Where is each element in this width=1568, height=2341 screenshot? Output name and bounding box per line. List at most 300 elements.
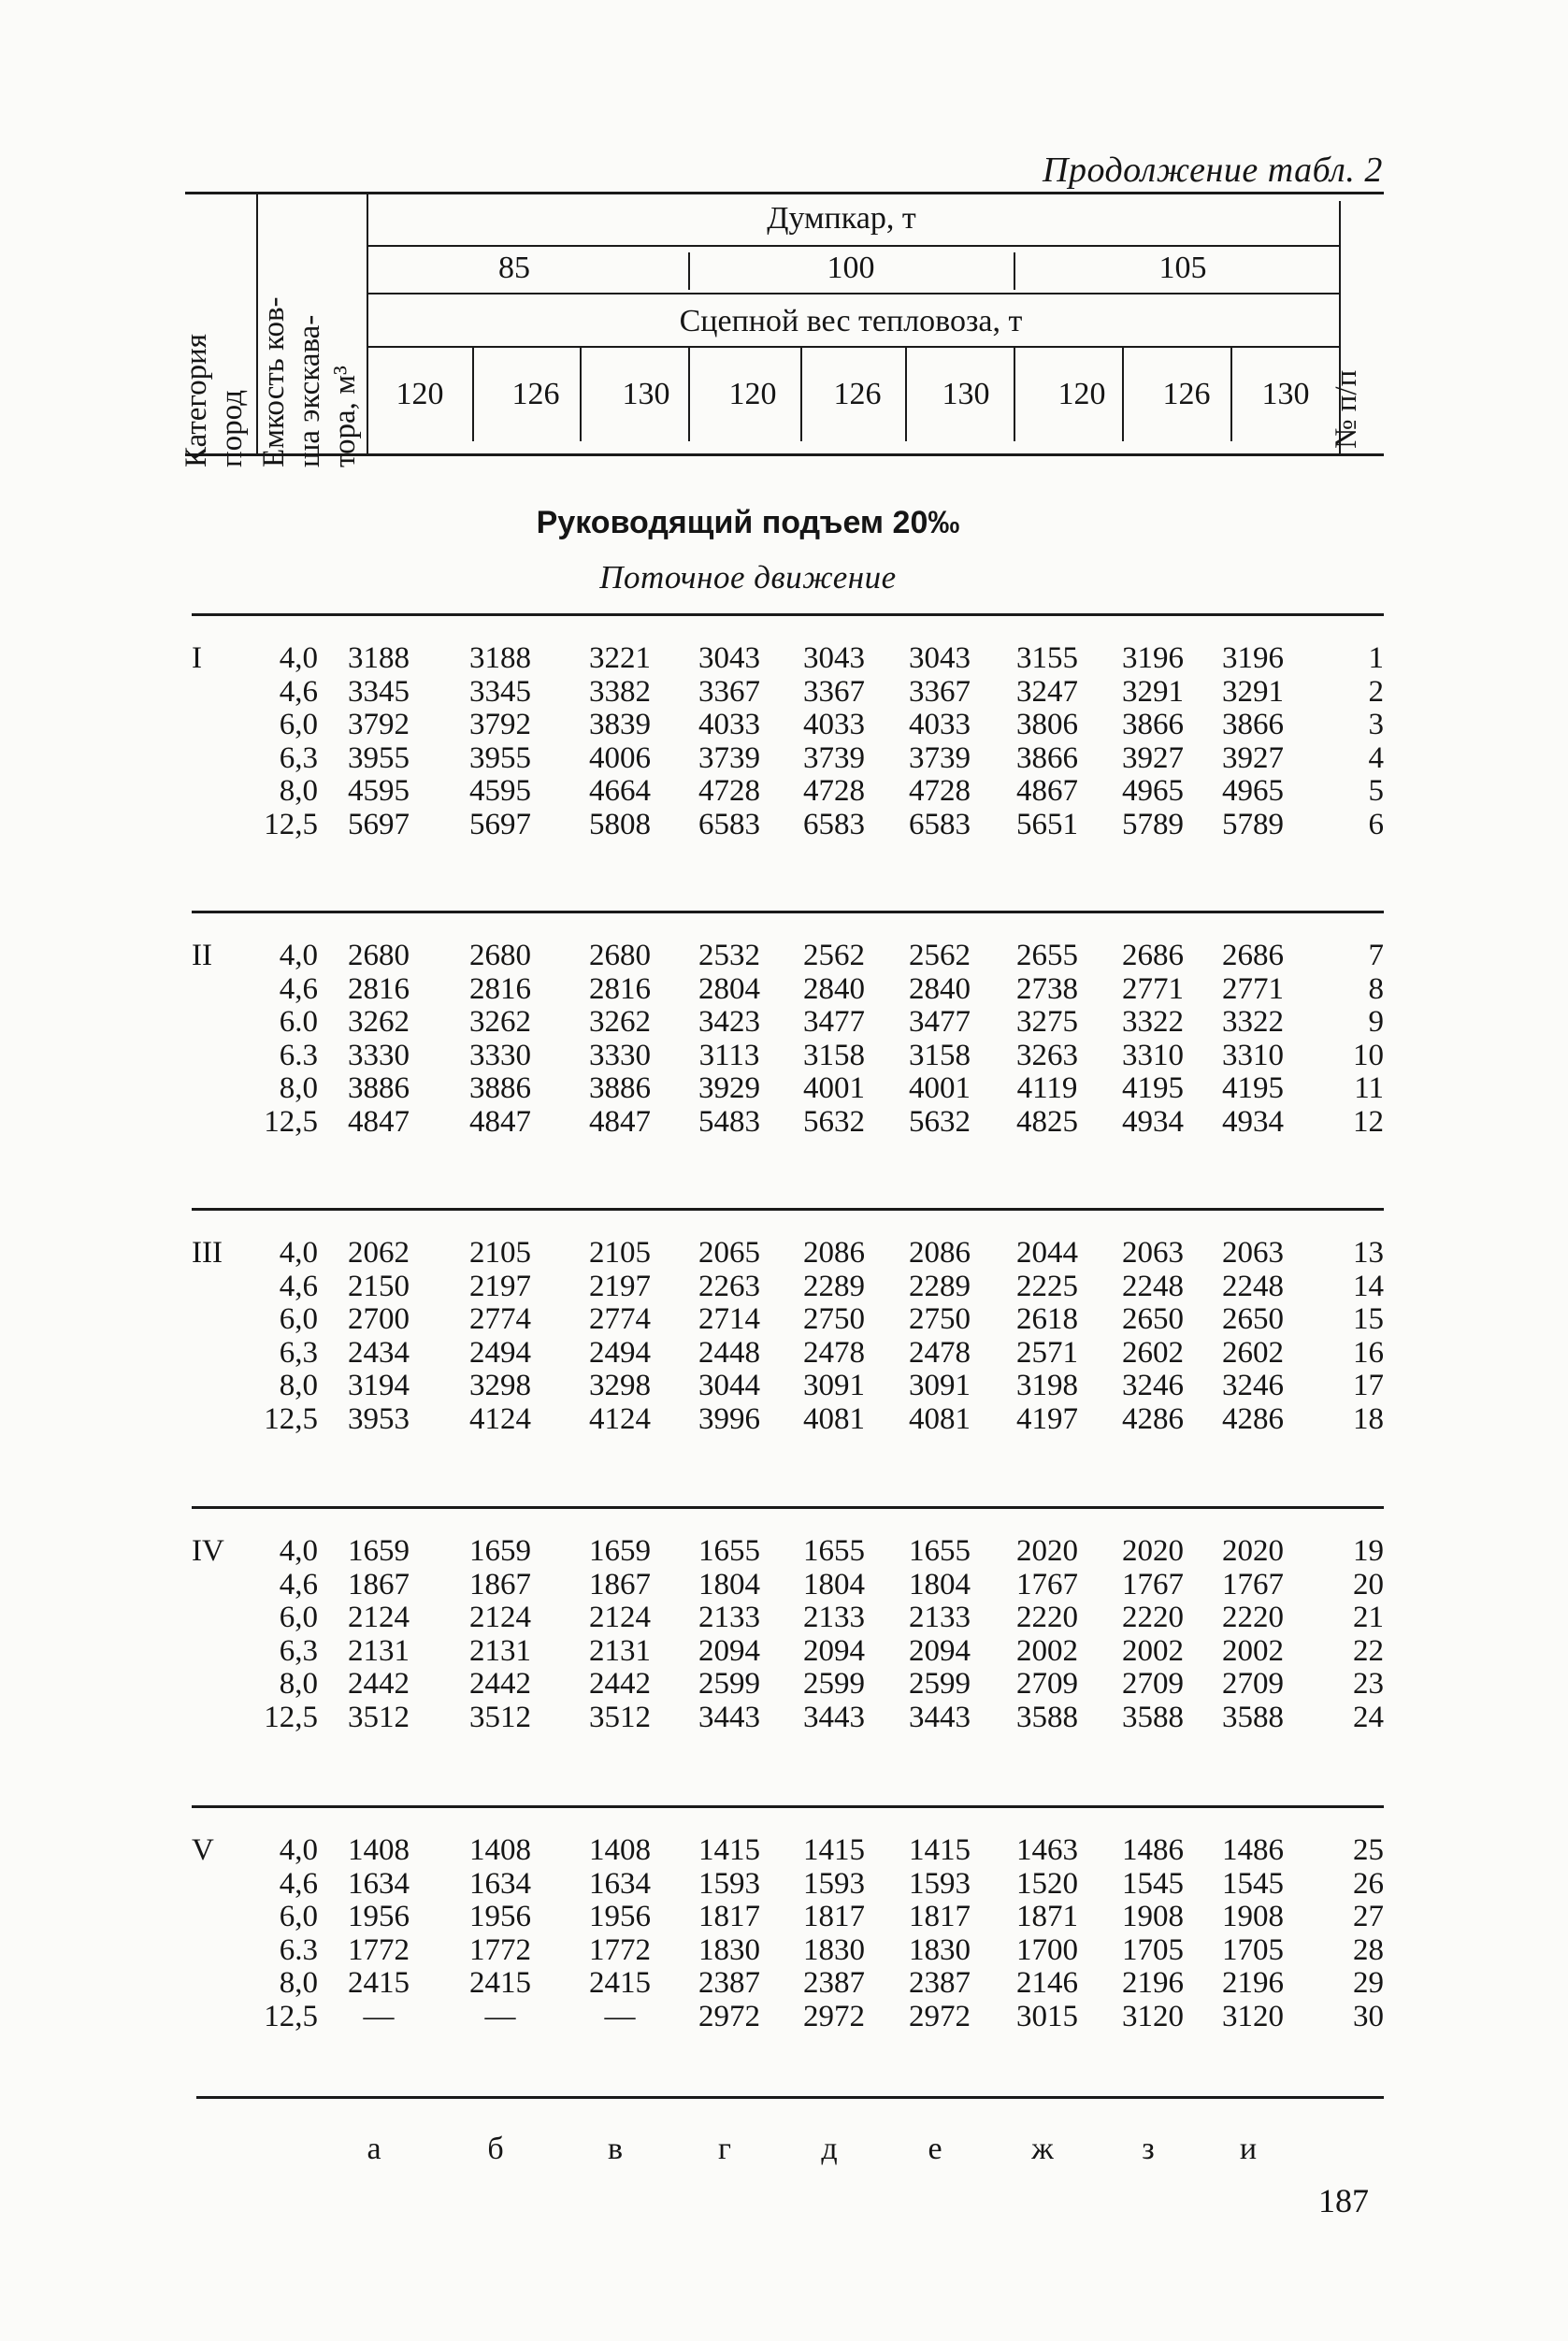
table-cell: 3298 bbox=[469, 1369, 531, 1402]
table-cell: 2387 bbox=[698, 1966, 760, 2000]
table-cell: 4825 bbox=[1016, 1104, 1078, 1139]
column-letter: д bbox=[821, 2132, 838, 2166]
bucket-capacity: 4,0 bbox=[279, 1236, 318, 1270]
table-cell: 3866 bbox=[1222, 708, 1284, 741]
table-cell: 2133 bbox=[909, 1601, 971, 1634]
header-bottom-rule bbox=[185, 453, 1384, 456]
table-cell: 2750 bbox=[803, 1302, 865, 1336]
table-cell: 2686 bbox=[1222, 939, 1284, 972]
column-letter: а bbox=[367, 2132, 381, 2166]
table-cell: 3091 bbox=[909, 1369, 971, 1402]
table-cell: 3866 bbox=[1122, 708, 1184, 741]
group-separator bbox=[192, 911, 1384, 913]
table-cell: 2196 bbox=[1122, 1966, 1184, 2000]
table-cell: 1767 bbox=[1222, 1567, 1284, 1601]
table-cell: 2105 bbox=[589, 1236, 651, 1270]
table-cell: 2442 bbox=[348, 1667, 410, 1701]
table-cell: 3739 bbox=[698, 740, 760, 775]
table-cell: 2133 bbox=[698, 1601, 760, 1634]
table-cell: 3310 bbox=[1222, 1038, 1284, 1072]
dumpcar-105: 105 bbox=[1158, 251, 1207, 285]
table-cell: 1705 bbox=[1222, 1932, 1284, 1967]
table-cell: 1634 bbox=[348, 1866, 410, 1901]
table-cell: 3927 bbox=[1122, 740, 1184, 775]
table-cell: 1772 bbox=[469, 1932, 531, 1967]
table-cell: 3477 bbox=[909, 1005, 971, 1039]
table-cell: 3043 bbox=[803, 641, 865, 675]
table-cell: 3043 bbox=[909, 641, 971, 675]
table-cell: 1655 bbox=[698, 1534, 760, 1568]
category-header: Категория пород bbox=[180, 334, 249, 467]
table-cell: 4081 bbox=[909, 1401, 971, 1436]
column-letter: е bbox=[928, 2132, 942, 2166]
table-cell: 3739 bbox=[909, 740, 971, 775]
table-cell: 2478 bbox=[803, 1335, 865, 1370]
row-number: 28 bbox=[1353, 1932, 1384, 1967]
table-cell: 2709 bbox=[1122, 1667, 1184, 1701]
table-cell: 2816 bbox=[589, 971, 651, 1006]
table-cell: 5632 bbox=[803, 1104, 865, 1139]
bucket-capacity: 6.3 bbox=[279, 1038, 318, 1072]
table-cell: 1867 bbox=[469, 1567, 531, 1601]
table-cell: 3198 bbox=[1016, 1369, 1078, 1402]
table-cell: 1908 bbox=[1122, 1900, 1184, 1933]
loco-value: 130 bbox=[622, 377, 670, 411]
table-cell: 5632 bbox=[909, 1104, 971, 1139]
table-cell: 1871 bbox=[1016, 1900, 1078, 1933]
group-separator bbox=[192, 1805, 1384, 1808]
row-number: 5 bbox=[1368, 774, 1384, 808]
table-cell: 2602 bbox=[1222, 1335, 1284, 1370]
loco-value: 126 bbox=[1162, 377, 1211, 411]
table-cell: 3739 bbox=[803, 740, 865, 775]
table-cell: 2065 bbox=[698, 1236, 760, 1270]
table-cell: 2571 bbox=[1016, 1335, 1078, 1370]
table-cell: 2448 bbox=[698, 1335, 760, 1370]
table-cell: 1830 bbox=[909, 1932, 971, 1967]
table-cell: 1593 bbox=[698, 1866, 760, 1901]
group-separator bbox=[192, 1208, 1384, 1211]
bucket-capacity: 4,6 bbox=[279, 1567, 318, 1601]
table-cell: 4847 bbox=[469, 1104, 531, 1139]
table-cell: 6583 bbox=[698, 807, 760, 841]
table-cell: 3043 bbox=[698, 641, 760, 675]
table-cell: 2771 bbox=[1222, 971, 1284, 1006]
loco-value: 120 bbox=[1057, 377, 1106, 411]
table-cell: 2680 bbox=[348, 939, 410, 972]
table-cell: 3262 bbox=[469, 1005, 531, 1039]
column-letter: ж bbox=[1031, 2132, 1054, 2166]
table-cell: 1767 bbox=[1122, 1567, 1184, 1601]
table-cell: 2220 bbox=[1222, 1601, 1284, 1634]
table-cell: 2387 bbox=[803, 1966, 865, 2000]
table-cell: 2131 bbox=[469, 1633, 531, 1668]
table-cell: 3443 bbox=[698, 1700, 760, 1734]
table-cell: 2599 bbox=[803, 1667, 865, 1701]
table-cell: 3188 bbox=[469, 641, 531, 675]
table-cell: 3158 bbox=[909, 1038, 971, 1072]
table-cell: 3262 bbox=[348, 1005, 410, 1039]
table-cell: 1830 bbox=[698, 1932, 760, 1967]
table-cell: 2532 bbox=[698, 939, 760, 972]
table-cell: 2771 bbox=[1122, 971, 1184, 1006]
bucket-capacity: 12,5 bbox=[264, 807, 318, 841]
table-cell: 4847 bbox=[348, 1104, 410, 1139]
table-cell: 2972 bbox=[803, 1999, 865, 2033]
table-cell: 4033 bbox=[803, 708, 865, 741]
table-cell: 1817 bbox=[909, 1900, 971, 1933]
table-cell: 2562 bbox=[803, 939, 865, 972]
table-cell: 3806 bbox=[1016, 708, 1078, 741]
table-cell: 2709 bbox=[1016, 1667, 1078, 1701]
table-cell: 2618 bbox=[1016, 1302, 1078, 1336]
table-cell: 3113 bbox=[698, 1038, 760, 1072]
table-cell: 3443 bbox=[803, 1700, 865, 1734]
table-cell: 4728 bbox=[698, 774, 760, 808]
table-cell: 1415 bbox=[698, 1833, 760, 1867]
capacity-header: Емкость ков- ша экскава- тора, м³ bbox=[257, 296, 362, 467]
table-caption: Продолжение табл. 2 bbox=[1043, 151, 1383, 190]
table-cell: 5483 bbox=[698, 1104, 760, 1139]
table-cell: 4006 bbox=[589, 740, 651, 775]
table-cell: 2124 bbox=[469, 1601, 531, 1634]
table-cell: 2094 bbox=[803, 1633, 865, 1668]
table-cell: — bbox=[604, 1999, 636, 2033]
table-cell: 1655 bbox=[803, 1534, 865, 1568]
table-cell: 4195 bbox=[1122, 1071, 1184, 1105]
bucket-capacity: 6,0 bbox=[279, 1900, 318, 1933]
row-number: 11 bbox=[1354, 1071, 1384, 1105]
table-cell: 2289 bbox=[909, 1269, 971, 1303]
row-number: 19 bbox=[1353, 1534, 1384, 1568]
table-cell: 1830 bbox=[803, 1932, 865, 1967]
table-cell: 2840 bbox=[909, 971, 971, 1006]
table-cell: 3291 bbox=[1122, 674, 1184, 709]
table-cell: 3423 bbox=[698, 1005, 760, 1039]
table-cell: 3927 bbox=[1222, 740, 1284, 775]
table-cell: 1956 bbox=[348, 1900, 410, 1933]
table-cell: 4033 bbox=[909, 708, 971, 741]
table-cell: 1659 bbox=[469, 1534, 531, 1568]
table-cell: 4124 bbox=[469, 1401, 531, 1436]
table-cell: 1408 bbox=[348, 1833, 410, 1867]
header-divider bbox=[367, 192, 368, 453]
table-cell: 1545 bbox=[1222, 1866, 1284, 1901]
column-letter: г bbox=[718, 2132, 731, 2166]
table-cell: 2225 bbox=[1016, 1269, 1078, 1303]
table-cell: 4728 bbox=[909, 774, 971, 808]
table-cell: 3263 bbox=[1016, 1038, 1078, 1072]
table-cell: 6583 bbox=[909, 807, 971, 841]
category-label: I bbox=[192, 641, 202, 675]
bucket-capacity: 6,3 bbox=[279, 1633, 318, 1668]
loco-header: Сцепной вес тепловоза, т bbox=[679, 304, 1023, 338]
loco-value: 120 bbox=[396, 377, 444, 411]
table-cell: 2415 bbox=[348, 1966, 410, 2000]
bucket-capacity: 6.0 bbox=[279, 1005, 318, 1039]
table-cell: 2002 bbox=[1222, 1633, 1284, 1668]
bucket-capacity: 6,0 bbox=[279, 1302, 318, 1336]
page-number: 187 bbox=[1318, 2182, 1369, 2219]
header-divider bbox=[688, 252, 690, 290]
table-cell: 3588 bbox=[1122, 1700, 1184, 1734]
bucket-capacity: 4,6 bbox=[279, 1269, 318, 1303]
table-cell: 1772 bbox=[348, 1932, 410, 1967]
group-separator bbox=[192, 613, 1384, 616]
loco-value: 126 bbox=[833, 377, 882, 411]
table-cell: 3588 bbox=[1222, 1700, 1284, 1734]
row-number: 30 bbox=[1353, 1999, 1384, 2033]
category-label: IV bbox=[192, 1534, 224, 1568]
table-cell: 3512 bbox=[469, 1700, 531, 1734]
table-cell: 4934 bbox=[1122, 1104, 1184, 1139]
table-cell: 3792 bbox=[348, 708, 410, 741]
table-cell: 1705 bbox=[1122, 1932, 1184, 1967]
table-cell: 2044 bbox=[1016, 1236, 1078, 1270]
section-title: Руководящий подъем 20‰ bbox=[536, 505, 960, 540]
row-number: 9 bbox=[1368, 1005, 1384, 1039]
header-divider bbox=[1014, 252, 1015, 290]
table-cell: 3886 bbox=[589, 1071, 651, 1105]
table-cell: 2686 bbox=[1122, 939, 1184, 972]
bucket-capacity: 12,5 bbox=[264, 1700, 318, 1734]
bucket-capacity: 12,5 bbox=[264, 1999, 318, 2033]
table-cell: 2655 bbox=[1016, 939, 1078, 972]
table-cell: 1867 bbox=[348, 1567, 410, 1601]
table-cell: 3886 bbox=[469, 1071, 531, 1105]
table-cell: 3194 bbox=[348, 1369, 410, 1402]
table-cell: 3477 bbox=[803, 1005, 865, 1039]
row-number: 4 bbox=[1368, 740, 1384, 775]
table-cell: 1545 bbox=[1122, 1866, 1184, 1901]
table-cell: 1804 bbox=[909, 1567, 971, 1601]
table-cell: 4124 bbox=[589, 1401, 651, 1436]
dumpcar-values-rule bbox=[367, 293, 1339, 294]
table-cell: 2020 bbox=[1222, 1534, 1284, 1568]
table-cell: 1804 bbox=[698, 1567, 760, 1601]
table-cell: 1593 bbox=[803, 1866, 865, 1901]
table-cell: 4595 bbox=[469, 774, 531, 808]
table-cell: 1700 bbox=[1016, 1932, 1078, 1967]
table-cell: 5808 bbox=[589, 807, 651, 841]
table-cell: 2197 bbox=[589, 1269, 651, 1303]
table-cell: 2700 bbox=[348, 1302, 410, 1336]
table-cell: 2086 bbox=[803, 1236, 865, 1270]
header-divider bbox=[472, 348, 474, 441]
loco-value: 130 bbox=[942, 377, 990, 411]
row-number: 6 bbox=[1368, 807, 1384, 841]
row-number: 12 bbox=[1353, 1104, 1384, 1139]
loco-value: 126 bbox=[511, 377, 560, 411]
table-cell: 3262 bbox=[589, 1005, 651, 1039]
table-cell: 3330 bbox=[589, 1038, 651, 1072]
table-cell: 2086 bbox=[909, 1236, 971, 1270]
table-cell: 1817 bbox=[803, 1900, 865, 1933]
table-cell: 3382 bbox=[589, 674, 651, 709]
dumpcar-rule bbox=[367, 245, 1339, 247]
column-letter: б bbox=[487, 2132, 504, 2166]
table-cell: 2289 bbox=[803, 1269, 865, 1303]
table-cell: 1408 bbox=[469, 1833, 531, 1867]
table-cell: 4195 bbox=[1222, 1071, 1284, 1105]
table-cell: 2105 bbox=[469, 1236, 531, 1270]
table-cell: 2599 bbox=[698, 1667, 760, 1701]
table-cell: 4847 bbox=[589, 1104, 651, 1139]
table-cell: 2248 bbox=[1122, 1269, 1184, 1303]
dumpcar-85: 85 bbox=[498, 251, 530, 285]
table-cell: 2002 bbox=[1122, 1633, 1184, 1668]
table-cell: 2750 bbox=[909, 1302, 971, 1336]
table-cell: 2599 bbox=[909, 1667, 971, 1701]
table-cell: 2602 bbox=[1122, 1335, 1184, 1370]
table-cell: 4001 bbox=[803, 1071, 865, 1105]
category-label: III bbox=[192, 1236, 223, 1270]
table-cell: 2494 bbox=[589, 1335, 651, 1370]
table-cell: 1408 bbox=[589, 1833, 651, 1867]
table-cell: 2150 bbox=[348, 1269, 410, 1303]
table-cell: 2738 bbox=[1016, 971, 1078, 1006]
row-number: 8 bbox=[1368, 971, 1384, 1006]
table-cell: 2124 bbox=[589, 1601, 651, 1634]
table-cell: 4728 bbox=[803, 774, 865, 808]
table-cell: 3158 bbox=[803, 1038, 865, 1072]
table-cell: 3155 bbox=[1016, 641, 1078, 675]
table-cell: 3221 bbox=[589, 641, 651, 675]
table-cell: 3330 bbox=[348, 1038, 410, 1072]
table-cell: 1520 bbox=[1016, 1866, 1078, 1901]
table-cell: 2063 bbox=[1122, 1236, 1184, 1270]
table-cell: 4965 bbox=[1122, 774, 1184, 808]
row-number: 22 bbox=[1353, 1633, 1384, 1668]
bucket-capacity: 6.3 bbox=[279, 1932, 318, 1967]
table-cell: 3291 bbox=[1222, 674, 1284, 709]
table-cell: 5697 bbox=[348, 807, 410, 841]
table-cell: 3196 bbox=[1222, 641, 1284, 675]
table-cell: 1486 bbox=[1122, 1833, 1184, 1867]
table-cell: 1463 bbox=[1016, 1833, 1078, 1867]
table-cell: 4867 bbox=[1016, 774, 1078, 808]
table-cell: 3330 bbox=[469, 1038, 531, 1072]
table-cell: 2972 bbox=[698, 1999, 760, 2033]
table-cell: 2002 bbox=[1016, 1633, 1078, 1668]
bucket-capacity: 12,5 bbox=[264, 1401, 318, 1436]
bucket-capacity: 8,0 bbox=[279, 1966, 318, 2000]
column-letter: з bbox=[1142, 2132, 1155, 2166]
loco-value: 120 bbox=[728, 377, 777, 411]
table-cell: 4033 bbox=[698, 708, 760, 741]
table-cell: 3246 bbox=[1122, 1369, 1184, 1402]
table-cell: 2434 bbox=[348, 1335, 410, 1370]
table-cell: 2131 bbox=[589, 1633, 651, 1668]
table-cell: 5789 bbox=[1222, 807, 1284, 841]
table-cell: 2020 bbox=[1122, 1534, 1184, 1568]
table-cell: 2197 bbox=[469, 1269, 531, 1303]
table-cell: 3929 bbox=[698, 1071, 760, 1105]
table-cell: 2442 bbox=[469, 1667, 531, 1701]
row-number: 21 bbox=[1353, 1601, 1384, 1634]
row-number: 29 bbox=[1353, 1966, 1384, 2000]
table-cell: 2131 bbox=[348, 1633, 410, 1668]
loco-rule bbox=[367, 346, 1339, 348]
table-cell: 1415 bbox=[803, 1833, 865, 1867]
table-cell: 2220 bbox=[1016, 1601, 1078, 1634]
table-cell: 3512 bbox=[348, 1700, 410, 1734]
table-cell: 3246 bbox=[1222, 1369, 1284, 1402]
table-cell: 3044 bbox=[698, 1369, 760, 1402]
table-cell: 4286 bbox=[1222, 1401, 1284, 1436]
row-number: 13 bbox=[1353, 1236, 1384, 1270]
table-cell: 3322 bbox=[1122, 1005, 1184, 1039]
table-cell: 2840 bbox=[803, 971, 865, 1006]
bucket-capacity: 12,5 bbox=[264, 1104, 318, 1139]
section-subtitle: Поточное движение bbox=[599, 559, 897, 596]
table-cell: 1767 bbox=[1016, 1567, 1078, 1601]
table-cell: 2804 bbox=[698, 971, 760, 1006]
table-cell: 2146 bbox=[1016, 1966, 1078, 2000]
bucket-capacity: 8,0 bbox=[279, 1369, 318, 1402]
table-cell: 3367 bbox=[698, 674, 760, 709]
table-cell: 2478 bbox=[909, 1335, 971, 1370]
table-cell: 5697 bbox=[469, 807, 531, 841]
table-cell: 3955 bbox=[469, 740, 531, 775]
row-number: 27 bbox=[1353, 1900, 1384, 1933]
bucket-capacity: 8,0 bbox=[279, 1071, 318, 1105]
dumpcar-100: 100 bbox=[827, 251, 875, 285]
table-cell: 2494 bbox=[469, 1335, 531, 1370]
row-number: 7 bbox=[1368, 939, 1384, 972]
table-cell: 5651 bbox=[1016, 807, 1078, 841]
table-cell: 1655 bbox=[909, 1534, 971, 1568]
table-cell: 1956 bbox=[589, 1900, 651, 1933]
table-cell: 4664 bbox=[589, 774, 651, 808]
table-cell: 1772 bbox=[589, 1932, 651, 1967]
column-letter: в bbox=[607, 2132, 624, 2166]
table-cell: 2387 bbox=[909, 1966, 971, 2000]
row-number: 24 bbox=[1353, 1700, 1384, 1734]
table-cell: 4001 bbox=[909, 1071, 971, 1105]
row-number: 15 bbox=[1353, 1302, 1384, 1336]
table-cell: 2062 bbox=[348, 1236, 410, 1270]
table-cell: 3955 bbox=[348, 740, 410, 775]
table-cell: 2094 bbox=[909, 1633, 971, 1668]
table-cell: 3247 bbox=[1016, 674, 1078, 709]
table-cell: 3298 bbox=[589, 1369, 651, 1402]
table-cell: 2972 bbox=[909, 1999, 971, 2033]
table-cell: 1415 bbox=[909, 1833, 971, 1867]
table-cell: 2124 bbox=[348, 1601, 410, 1634]
table-cell: 3953 bbox=[348, 1401, 410, 1436]
table-cell: 2094 bbox=[698, 1633, 760, 1668]
table-cell: 1659 bbox=[589, 1534, 651, 1568]
table-cell: 1908 bbox=[1222, 1900, 1284, 1933]
table-cell: 3996 bbox=[698, 1401, 760, 1436]
bucket-capacity: 4,0 bbox=[279, 641, 318, 675]
table-cell: 3091 bbox=[803, 1369, 865, 1402]
loco-value: 130 bbox=[1261, 377, 1310, 411]
table-cell: 4595 bbox=[348, 774, 410, 808]
bucket-capacity: 6,0 bbox=[279, 708, 318, 741]
table-cell: 3188 bbox=[348, 641, 410, 675]
table-cell: 5789 bbox=[1122, 807, 1184, 841]
table-cell: 1486 bbox=[1222, 1833, 1284, 1867]
row-number: 26 bbox=[1353, 1866, 1384, 1901]
table-cell: 3588 bbox=[1016, 1700, 1078, 1734]
table-cell: 3512 bbox=[589, 1700, 651, 1734]
bucket-capacity: 4,0 bbox=[279, 1534, 318, 1568]
bucket-capacity: 4,6 bbox=[279, 1866, 318, 1901]
bucket-capacity: 4,0 bbox=[279, 939, 318, 972]
table-cell: 4965 bbox=[1222, 774, 1284, 808]
